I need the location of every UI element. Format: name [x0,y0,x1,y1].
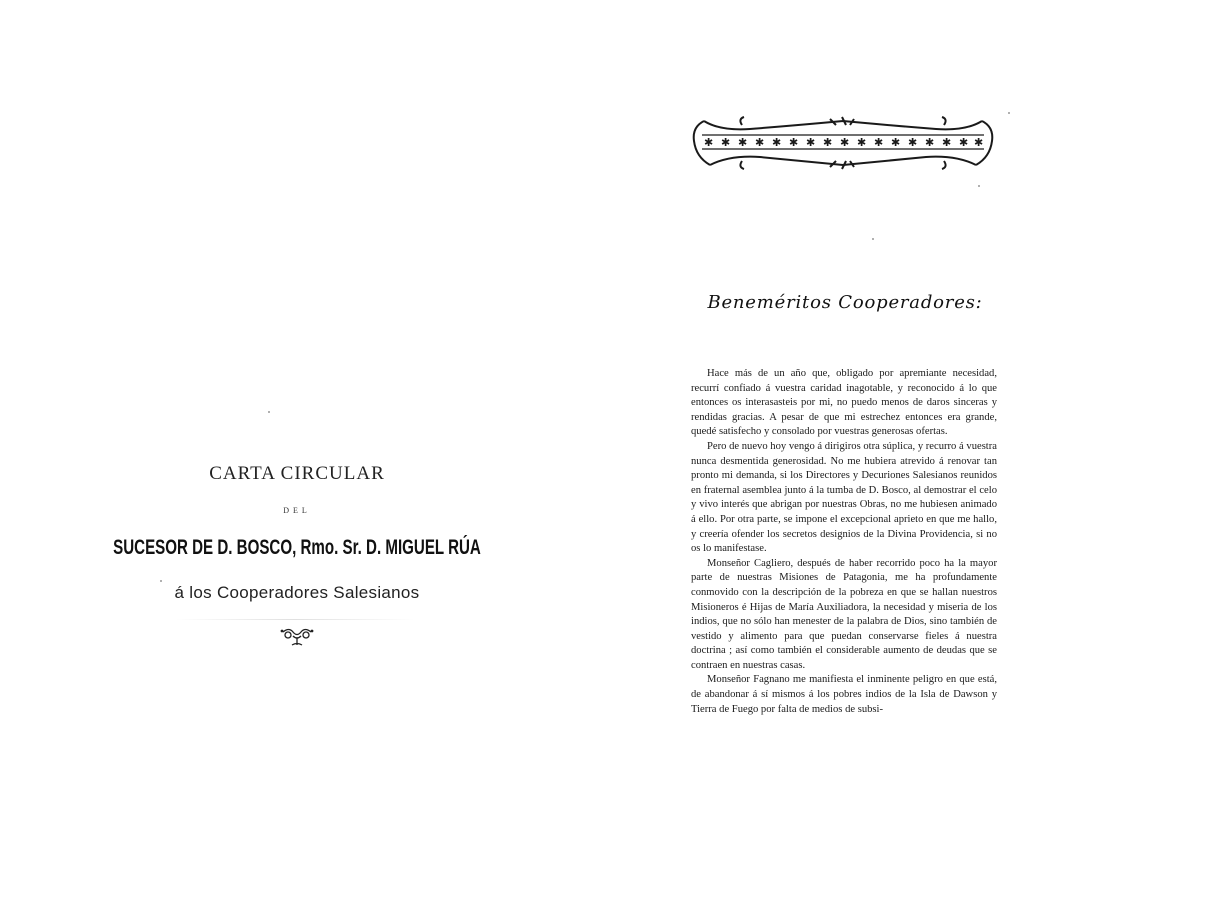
svg-text:✱: ✱ [908,136,918,149]
svg-text:✱: ✱ [789,136,799,149]
page-speck [1008,112,1010,114]
svg-text:✱: ✱ [857,136,867,149]
letter-salutation: Beneméritos Cooperadores: [707,292,983,313]
letter-page [640,0,1229,900]
scroll-ornament-icon [279,626,315,648]
svg-text:✱: ✱ [806,136,816,149]
svg-text:✱: ✱ [925,136,935,149]
cover-divider [175,619,415,620]
svg-text:✱: ✱ [738,136,748,149]
cover-title: CARTA CIRCULAR [209,463,385,484]
svg-text:✱: ✱ [942,136,952,149]
page-speck [268,411,270,413]
page-speck [872,238,874,240]
letter-body [691,367,997,717]
svg-text:✱: ✱ [755,136,765,149]
svg-text:✱: ✱ [891,136,901,149]
letter-paragraph: Monseñor Fagnano me manifiesta el inminente peligro en que está, de abandonar á sí mismos á los pobres indios de la Isla de Dawson y Tierra de Fuego por falta de medios de subsi- [691,674,997,715]
svg-text:✱: ✱ [704,136,714,149]
cover-page [0,0,600,900]
letter-paragraph: Pero de nuevo hoy vengo á dirigiros otra súplica, y recurro á vuestra nunca desmentida generosidad. No me hubiera atrevido á renovar tan pronto mi demanda, si los Directores y Decuriones Salesianos reunidos en fraternal asemblea junto á la tumba de D. Bosco, al demostrar el celo y vivo interés que abrigan por nuestras Obras, no me hubiesen animado á ello. Por otra parte, se impone el excepcional aprieto en que me hallo, y creería ofender los secretos designios de la Divina Providencia, si no os lo manifestase. [691,440,997,555]
page-speck [978,185,980,187]
svg-text:✱: ✱ [721,136,731,149]
svg-text:✱: ✱ [823,136,833,149]
svg-text:✱: ✱ [959,136,969,149]
cover-recipients-line: á los Cooperadores Salesianos [174,583,420,602]
cover-del-label: DEL [283,506,311,515]
svg-text:✱: ✱ [974,136,984,149]
page-speck [160,580,162,582]
svg-text:✱: ✱ [772,136,782,149]
letter-paragraph: Hace más de un año que, obligado por apremiante necesidad, recurrí confiado á vuestra caridad inagotable, y reconocido á lo que entonces os interasasteis por mi, no puedo menos de daros sinceras y rendidas gracias. A pesar de que mi estrechez entonces era grande, quedé satisfecho y consolado por vuestras generosas ofertas. [691,368,997,438]
svg-text:✱: ✱ [840,136,850,149]
svg-text:✱: ✱ [874,136,884,149]
cover-successor-line: SUCESOR DE D. BOSCO, Rmo. Sr. D. MIGUEL RÚA [113,536,481,559]
decorative-header-band-icon [690,113,996,173]
letter-paragraph: Monseñor Cagliero, después de haber recorrido poco ha la mayor parte de nuestras Misiones de Patagonia, me ha profundamente conmovido con la descripción de la pobreza en que se hallan nuestros Misioneros é Hijas de María Auxiliadora, la necesidad y miseria de los indios, que no sólo han menester de la palabra de Dios, sino también de vestido y alimento para que puedan conservarse fieles á nuestra doctrina ; así como también el considerable aumento de deudas que se contraen en nuestras casas. [691,557,997,671]
